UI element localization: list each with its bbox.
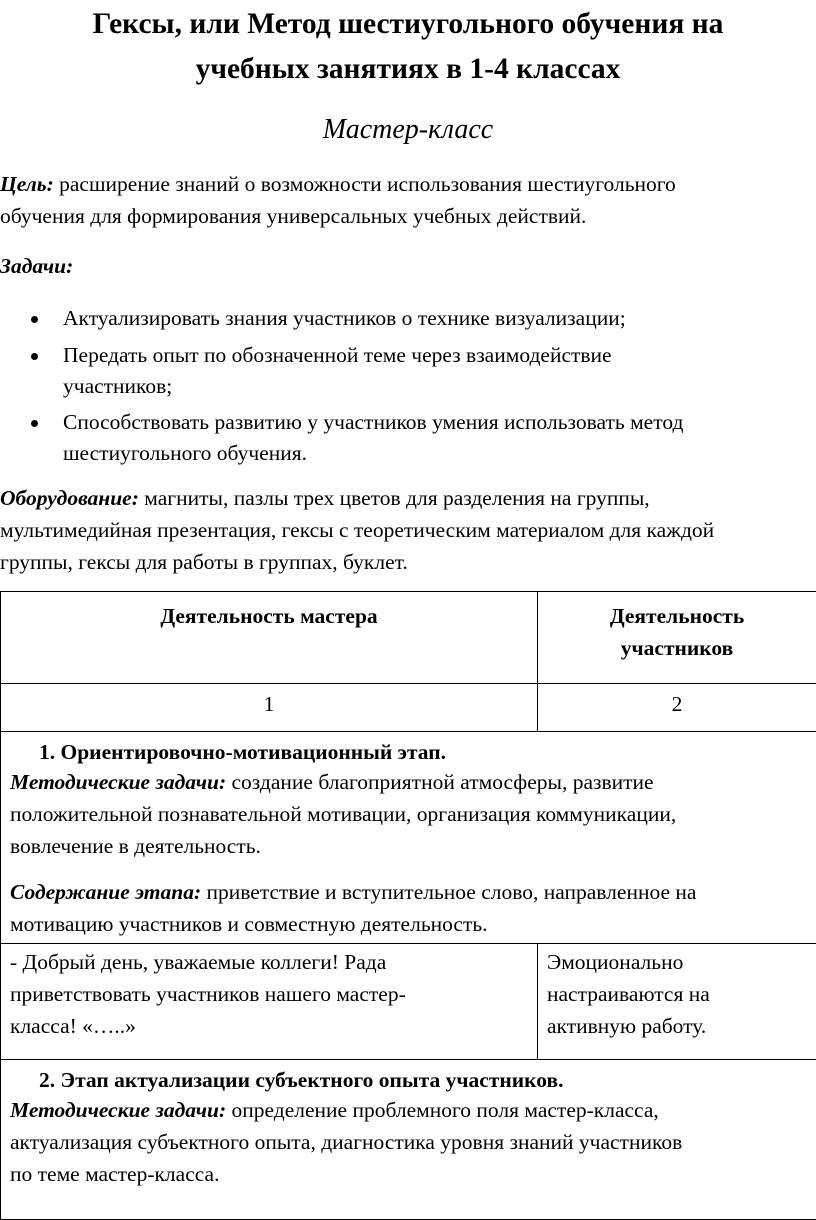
stage-1-tasks-line-2: положительной познавательной мотивации, организация коммуникации, [10, 798, 816, 830]
participant-activity-cell [538, 944, 816, 1060]
equipment-paragraph [0, 482, 816, 578]
stage-2-tasks-line-2: актуализация субъектного опыта, диагностика уровня знаний участников [10, 1126, 816, 1158]
tasks-list [0, 303, 816, 469]
document-subtitle: Мастер-класс [0, 112, 816, 148]
task-item-3 [0, 407, 816, 469]
goal-text-2: обучения для формирования универсальных учебных действий. [0, 200, 816, 232]
stage-1-cell [1, 732, 816, 944]
task-item-1 [0, 303, 816, 334]
tasks-label: Задачи: [0, 254, 73, 278]
table-number-row [1, 684, 816, 732]
goal-label: Цель: [0, 172, 54, 196]
stage-1-content-line-2: мотивацию участников и совместную деятельность. [10, 908, 816, 940]
master-activity-cell [1, 944, 538, 1060]
stage-1-activity-row [1, 944, 816, 1060]
master-activity-line-3: класса! «…..» [10, 1010, 537, 1042]
stage-2-tasks [1, 1094, 816, 1190]
task-3-line-2: шестиугольного обучения. [63, 438, 816, 469]
task-2-line-1: Передать опыт по обозначенной теме через взаимодействие [63, 340, 816, 371]
goal-text-1: расширение знаний о возможности использования шестиугольного [59, 172, 676, 196]
stage-1-tasks-line-1: создание благоприятной атмосферы, развитие [232, 770, 654, 794]
participant-activity-line-3: активную работу. [547, 1010, 816, 1042]
task-2-line-2: участников; [63, 371, 816, 402]
stage-2-tasks-label: Методические задачи: [10, 1098, 226, 1122]
stage-2-title: 2. Этап актуализации субъектного опыта участников. [1, 1066, 816, 1094]
stage-1-title: 1. Ориентировочно-мотивационный этап. [1, 738, 816, 766]
participant-activity-line-1: Эмоционально [547, 946, 816, 978]
column-number-1: 1 [1, 684, 538, 732]
stage-2-tasks-line-3: по теме мастер-класса. [10, 1158, 816, 1190]
stage-2-row [1, 1060, 816, 1220]
title-line-2: учебных занятиях в 1-4 классах [0, 47, 816, 92]
participant-activity-line-2: настраиваются на [547, 978, 816, 1010]
equipment-text-1: магниты, пазлы трех цветов для разделения на группы, [144, 486, 649, 510]
stage-1-content-label: Содержание этапа: [10, 880, 201, 904]
master-activity-line-2: приветствовать участников нашего мастер- [10, 978, 537, 1010]
stage-1-tasks [1, 766, 816, 862]
header-master-activity: Деятельность мастера [1, 592, 538, 684]
stage-1-tasks-label: Методические задачи: [10, 770, 226, 794]
equipment-text-3: группы, гексы для работы в группах, буклет. [0, 546, 816, 578]
stage-1-tasks-line-3: вовлечение в деятельность. [10, 830, 816, 862]
equipment-text-2: мультимедийная презентация, гексы с теоретическим материалом для каждой [0, 514, 816, 546]
stage-1-row [1, 732, 816, 944]
header-col2-line-1: Деятельность [538, 600, 816, 632]
stage-2-tasks-line-1: определение проблемного поля мастер-класса, [232, 1098, 659, 1122]
tasks-heading [0, 250, 816, 282]
title-line-1: Гексы, или Метод шестиугольного обучения на [0, 2, 816, 47]
header-col2-line-2: участников [538, 632, 816, 664]
goal-paragraph [0, 168, 816, 232]
column-number-2: 2 [538, 684, 816, 732]
task-3-line-1: Способствовать развитию у участников умения использовать метод [63, 407, 816, 438]
equipment-label: Оборудование: [0, 486, 139, 510]
header-participant-activity [538, 592, 816, 684]
stage-1-content-line-1: приветствие и вступительное слово, направленное на [206, 880, 696, 904]
stage-2-cell [1, 1060, 816, 1220]
task-item-2 [0, 340, 816, 402]
lesson-table [0, 591, 816, 1220]
document-title [0, 2, 816, 92]
master-activity-line-1: - Добрый день, уважаемые коллеги! Рада [10, 946, 537, 978]
task-1-line-1: Актуализировать знания участников о технике визуализации; [63, 303, 816, 334]
stage-1-content [1, 876, 816, 940]
table-header-row [1, 592, 816, 684]
